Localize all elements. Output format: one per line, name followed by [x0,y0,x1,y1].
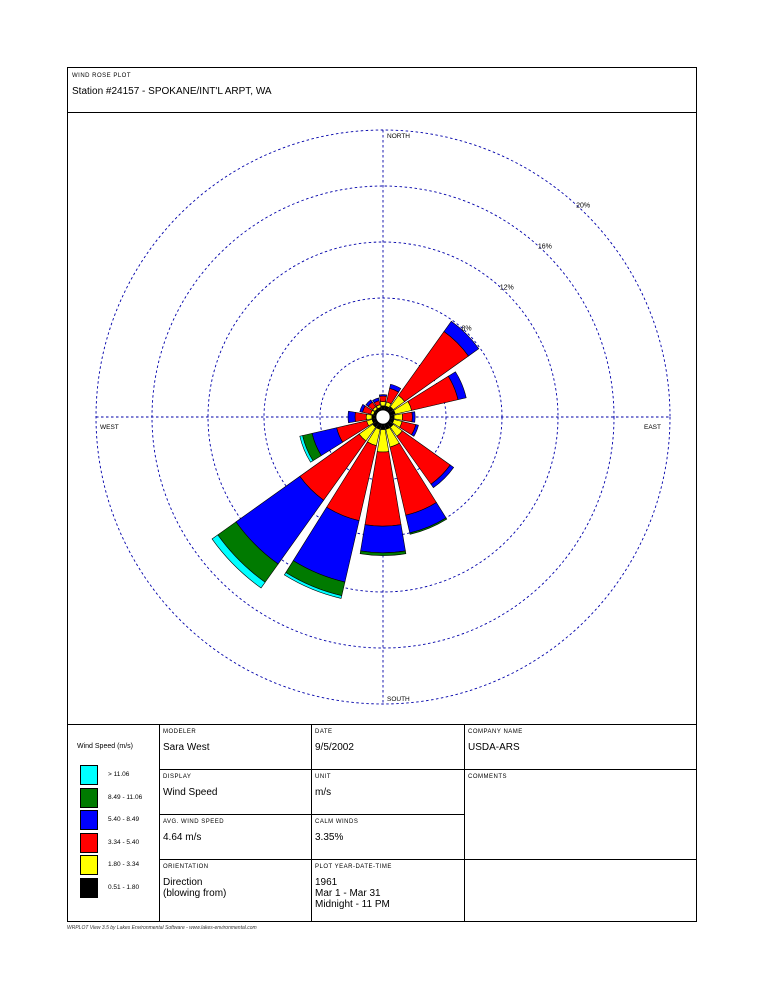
comments-label: COMMENTS [468,774,507,780]
ring-label: 12% [499,284,514,292]
modeler-label: MODELER [163,729,197,735]
petal-segment [372,415,376,419]
plot-time-label: PLOT YEAR-DATE-TIME [315,864,392,870]
petal-segment [361,525,406,553]
legend-title: Wind Speed (m/s) [77,743,134,750]
legend-label: 3.34 - 5.40 [108,838,140,846]
display-value: Wind Speed [163,787,218,798]
legend-label: > 11.06 [108,771,130,778]
petal-segment [355,412,366,421]
plot-type-label: WIND ROSE PLOT [72,73,132,79]
date-label: DATE [315,729,333,735]
petal-segment [390,415,394,419]
east-label: EAST [644,424,661,431]
avg-speed-cell [159,815,311,860]
legend-swatch [80,765,98,785]
calm-winds-label: CALM WINDS [315,819,359,825]
unit-label: UNIT [315,774,331,780]
petal-segment [402,412,412,422]
modeler-cell [159,725,311,770]
company-label: COMPANY NAME [468,729,523,735]
plot-time-cell [311,860,464,922]
petal-segment [381,406,385,410]
legend-label: 1.80 - 3.34 [108,861,140,868]
south-label: SOUTH [387,696,410,703]
date-cell [311,725,464,770]
legend-swatch [80,810,98,830]
footer-credit: WRPLOT View 3.5 by Lakes Environmental Software - www.lakes-environmental.com [67,925,257,931]
plot-time-value: 1961 Mar 1 - Mar 31 Midnight - 11 PM [315,877,390,910]
orientation-value: Direction (blowing from) [163,877,227,899]
north-label: NORTH [387,133,410,140]
info-panel [68,724,696,922]
orientation-cell [159,860,311,922]
orientation-label: ORIENTATION [163,864,209,870]
calm-winds-cell [311,815,464,860]
avg-speed-value: 4.64 m/s [163,832,202,843]
petal-segment [412,412,415,423]
ring-label: 20% [576,202,591,210]
petal-segment [366,414,372,420]
header [68,68,696,113]
ring-label: 8% [461,325,472,333]
legend-label: 8.49 - 11.06 [108,793,143,801]
west-label: WEST [100,424,119,431]
calm-winds-value: 3.35% [315,832,344,843]
petal-segment [380,396,387,402]
date-value: 9/5/2002 [315,742,354,753]
legend [68,725,159,922]
company-value: USDA-ARS [468,742,520,753]
unit-value: m/s [315,787,332,798]
petal-segment [394,414,403,420]
legend-swatch [80,833,98,853]
legend-swatch [80,788,98,808]
empty-cell [464,860,696,922]
petal-segment [381,424,385,430]
calm-center [376,410,390,424]
display-cell [159,770,311,815]
legend-swatch [80,855,98,875]
modeler-value: Sara West [163,742,210,753]
company-cell [464,725,696,770]
legend-label: 5.40 - 8.49 [108,816,140,823]
legend-label: 0.51 - 1.80 [108,883,140,891]
legend-swatch [80,878,98,898]
wind-rose-chart [68,113,696,724]
avg-speed-label: AVG. WIND SPEED [163,819,225,825]
station-title: Station #24157 - SPOKANE/INT'L ARPT, WA [72,86,272,97]
petal-segment [380,402,385,406]
petal-segment [348,411,355,423]
ring-label: 16% [537,243,552,251]
plot-frame [67,67,697,922]
display-label: DISPLAY [163,774,192,780]
unit-cell [311,770,464,815]
plot-area [68,113,696,724]
petal-segment [379,395,386,397]
comments-cell [464,770,696,860]
